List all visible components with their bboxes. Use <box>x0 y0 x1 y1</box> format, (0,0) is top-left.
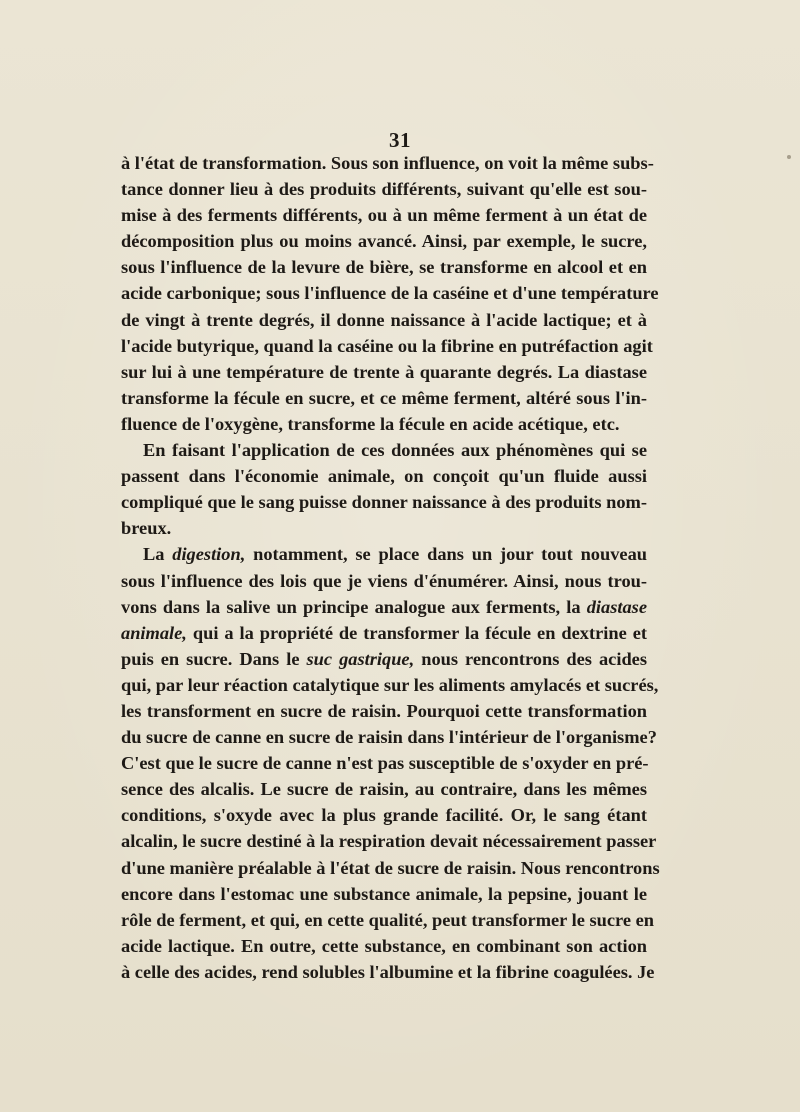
italic-term: diastase <box>586 596 647 617</box>
text-segment: de vingt à trente degrés, il donne naissance à l'acide lactique; et à <box>121 309 647 330</box>
page-number: 31 <box>389 128 411 152</box>
text-segment: nous rencontrons des acides <box>414 648 647 669</box>
text-line <box>121 541 647 567</box>
text-line <box>121 202 647 228</box>
text-line <box>121 828 657 854</box>
text-segment: fluence de l'oxygène, transforme la fécule en acide acétique, etc. <box>121 413 620 434</box>
text-line <box>121 959 655 985</box>
text-segment: acide lactique. En outre, cette substance, en combinant son action <box>121 935 647 956</box>
text-segment: passent dans l'économie animale, on conçoit qu'un fluide aussi <box>121 466 647 487</box>
text-line <box>121 750 647 776</box>
paper-speck <box>787 155 791 159</box>
text-segment: En faisant l'application de ces données aux phénomènes qui se <box>143 440 647 461</box>
italic-term: animale, <box>121 622 187 643</box>
text-line <box>121 307 647 333</box>
text-segment: conditions, s'oxyde avec la plus grande facilité. Or, le sang étant <box>121 805 647 826</box>
text-line <box>121 855 660 881</box>
text-line <box>121 280 659 306</box>
text-line <box>121 933 647 959</box>
text-line <box>121 568 647 594</box>
text-line <box>121 150 654 176</box>
text-line <box>121 515 647 541</box>
text-segment: vons dans la salive un principe analogue aux ferments, la <box>121 596 587 617</box>
italic-term: digestion, <box>172 544 246 565</box>
text-line <box>121 724 657 750</box>
text-line <box>121 333 653 359</box>
text-line <box>121 385 647 411</box>
text-segment: alcalin, le sucre destiné à la respiration devait nécessairement passer <box>121 831 657 852</box>
text-line <box>121 411 647 437</box>
text-segment: à celle des acides, rend solubles l'albumine et la fibrine coagulées. Je <box>121 961 655 982</box>
text-segment: transforme la fécule en sucre, et ce même ferment, altéré sous l'in- <box>121 387 647 408</box>
text-line <box>121 176 647 202</box>
text-segment: puis en sucre. Dans le <box>121 648 307 669</box>
text-line <box>121 359 647 385</box>
text-segment: qui a la propriété de transformer la fécule en dextrine et <box>186 622 647 643</box>
text-segment: compliqué que le sang puisse donner naissance à des produits nom- <box>121 492 647 513</box>
text-segment: La <box>143 544 173 565</box>
text-segment: l'acide butyrique, quand la caséine ou la fibrine en putréfaction agit <box>121 335 653 356</box>
text-segment: sence des alcalis. Le sucre de raisin, au contraire, dans les mêmes <box>121 779 647 800</box>
text-segment: du sucre de canne en sucre de raisin dans l'intérieur de l'organisme? <box>121 727 657 748</box>
text-segment: à l'état de transformation. Sous son influence, on voit la même subs- <box>121 153 654 173</box>
text-segment: breux. <box>121 518 172 539</box>
text-line <box>121 254 647 280</box>
text-line <box>121 881 647 907</box>
text-segment: sous l'influence de la levure de bière, se transforme en alcool et en <box>121 257 647 278</box>
text-line <box>121 489 647 515</box>
text-line <box>121 228 647 254</box>
text-line <box>121 907 655 933</box>
text-segment: qui, par leur réaction catalytique sur les aliments amylacés et sucrés, <box>121 674 659 695</box>
text-segment: rôle de ferment, et qui, en cette qualité, peut transformer le sucre en <box>121 909 655 930</box>
text-segment: acide carbonique; sous l'influence de la caséine et d'une température <box>121 283 659 304</box>
text-line <box>121 437 647 463</box>
text-line <box>121 646 647 672</box>
text-segment: notamment, se place dans un jour tout nouveau <box>245 544 647 565</box>
text-line <box>121 594 647 620</box>
text-line <box>121 463 647 489</box>
body-text <box>121 150 660 985</box>
text-line <box>121 672 659 698</box>
italic-term: suc gastrique, <box>306 648 415 669</box>
text-segment: décomposition plus ou moins avancé. Ainsi, par exemple, le sucre, <box>121 231 647 252</box>
text-line <box>121 620 647 646</box>
text-segment: mise à des ferments différents, ou à un même ferment à un état de <box>121 205 647 226</box>
text-segment: sous l'influence des lois que je viens d'énumérer. Ainsi, nous trou- <box>121 570 647 591</box>
text-segment: sur lui à une température de trente à quarante degrés. La diastase <box>121 361 647 382</box>
text-segment: encore dans l'estomac une substance animale, la pepsine, jouant le <box>121 883 647 904</box>
text-segment: tance donner lieu à des produits différents, suivant qu'elle est sou- <box>121 179 647 200</box>
text-segment: d'une manière préalable à l'état de sucre de raisin. Nous rencontrons <box>121 857 660 878</box>
text-segment: les transforment en sucre de raisin. Pourquoi cette transformation <box>121 700 647 721</box>
text-line <box>121 776 647 802</box>
text-line <box>121 698 647 724</box>
text-line <box>121 802 647 828</box>
text-segment: C'est que le sucre de canne n'est pas susceptible de s'oxyder en pré- <box>121 753 649 774</box>
